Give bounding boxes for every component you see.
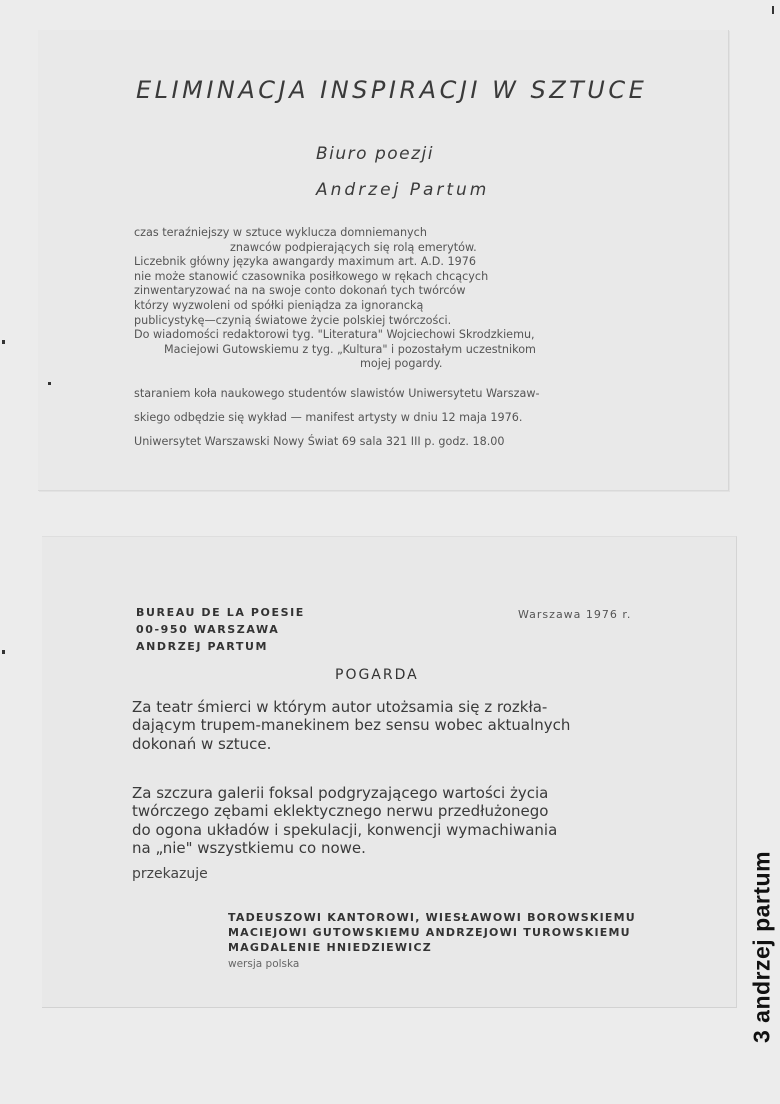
lecture-line: Uniwersytet Warszawski Nowy Świat 69 sala 321 III p. godz. 18.00	[134, 435, 505, 448]
recipient-line: MACIEJOWI GUTOWSKIEMU ANDRZEJOWI TUROWSKIEMU	[228, 926, 631, 939]
poem-line: nie może stanowić czasownika posiłkowego w rękach chcących	[134, 269, 489, 283]
subtitle: Biuro poezji	[316, 144, 434, 164]
document-title: ELIMINACJA INSPIRACJI W SZTUCE	[136, 76, 648, 104]
margin-mark	[772, 6, 774, 14]
recipient-line: MAGDALENIE HNIEDZIEWICZ	[228, 941, 432, 954]
transfer-word: przekazuje	[132, 866, 208, 882]
poem-line: mojej pogardy.	[360, 357, 443, 371]
recipient-line: TADEUSZOWI KANTOROWI, WIESŁAWOWI BOROWSKIEMU	[228, 911, 636, 924]
letterhead-line: BUREAU DE LA POESIE	[136, 606, 305, 619]
paragraph-2	[132, 784, 652, 858]
poem-line: którzy wyzwoleni od spółki pieniądza za ignorancką	[134, 298, 424, 312]
poem-line: publicystykę—czynią światowe życie polskiej twórczości.	[134, 313, 452, 327]
paragraph-line: do ogona układów i spekulacji, konwencji wymachiwania	[132, 820, 558, 839]
paragraph-line: Za teatr śmierci w którym autor utożsamia się z rozkła-	[132, 698, 548, 716]
margin-mark	[48, 382, 51, 385]
poem-line: Liczebnik główny języka awangardy maximum art. A.D. 1976	[134, 255, 476, 269]
poem-line: Do wiadomości redaktorowi tyg. "Literatura" Wojciechowi Skrodzkiemu,	[134, 328, 535, 342]
paragraph-line: dającym trupem-manekinem bez sensu wobec aktualnych	[132, 716, 571, 735]
spine-label-text: 3 andrzej partum	[748, 850, 775, 1044]
margin-mark	[2, 340, 5, 344]
spine-label	[744, 828, 780, 1066]
lecture-line: staraniem koła naukowego studentów slawistów Uniwersytetu Warszaw-	[134, 387, 540, 400]
lecture-announcement	[134, 382, 614, 454]
paragraph-line: dokonań w sztuce.	[132, 734, 272, 753]
recipients-list	[228, 910, 636, 955]
version-note: wersja polska	[228, 958, 300, 970]
letterhead-line: ANDRZEJ PARTUM	[136, 640, 269, 653]
letter-date: Warszawa 1976 r.	[518, 608, 632, 621]
poem-line: znawców podpierających się rolą emerytów.	[230, 240, 477, 254]
letterhead-line: 00-950 WARSZAWA	[136, 623, 280, 636]
letter-heading: POGARDA	[335, 667, 419, 683]
paragraph-line: Za szczura galerii foksal podgryzającego wartości życia	[132, 784, 549, 802]
poem-line: Maciejowi Gutowskiemu z tyg. „Kultura" i pozostałym uczestnikom	[164, 342, 536, 356]
poem-text	[134, 226, 614, 372]
paragraph-line: twórczego zębami eklektycznego nerwu przedłużonego	[132, 802, 549, 821]
letterhead	[136, 604, 305, 655]
paragraph-1	[132, 698, 652, 753]
author-name: Andrzej Partum	[316, 180, 490, 200]
paragraph-line: na „nie" wszystkiemu co nowe.	[132, 839, 366, 858]
margin-mark	[2, 650, 5, 654]
poem-line: zinwentaryzować na na swoje conto dokonań tych twórców	[134, 284, 466, 298]
lecture-line: skiego odbędzie się wykład — manifest artysty w dniu 12 maja 1976.	[134, 411, 523, 424]
poem-line: czas teraźniejszy w sztuce wyklucza domniemanych	[134, 226, 427, 239]
